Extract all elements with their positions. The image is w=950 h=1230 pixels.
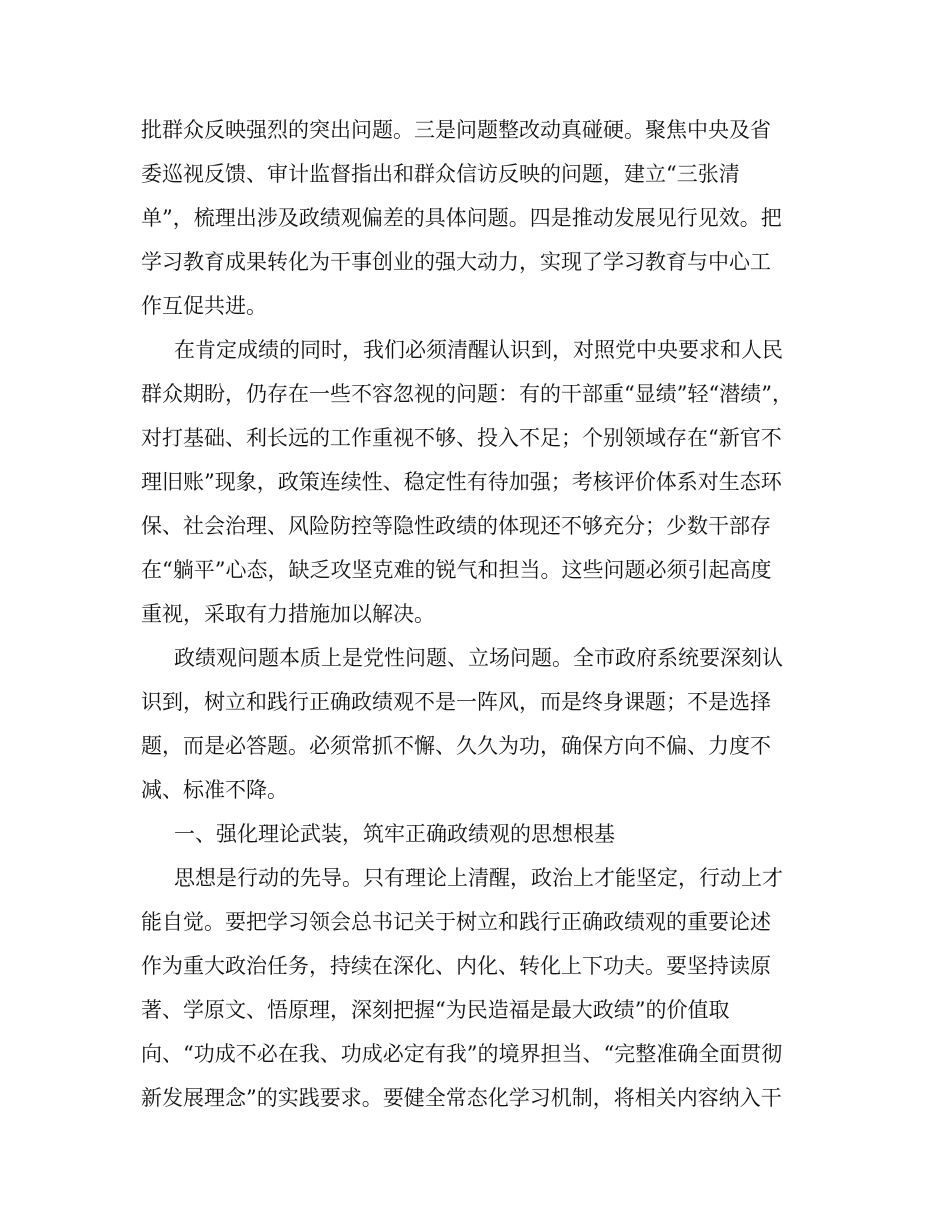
paragraph [141, 856, 806, 1120]
paragraph-line: 向、“功成不必在我、功成必定有我”的境界担当、“完整准确全面贯彻 [141, 1042, 783, 1066]
paragraph [141, 812, 806, 856]
paragraph-line: 作互促共进。 [141, 294, 267, 318]
paragraph-line: 著、学原文、悟原理，深刻把握“为民造福是最大政绩”的价值取 [141, 998, 730, 1022]
paragraph [141, 636, 806, 812]
paragraph-line: 重视，采取有力措施加以解决。 [141, 602, 435, 626]
paragraph-line: 识到，树立和践行正确政绩观不是一阵风，而是终身课题；不是选择 [141, 690, 771, 714]
paragraph-line: 政绩观问题本质上是党性问题、立场问题。全市政府系统要深刻认 [174, 646, 783, 670]
paragraph-line: 减、标准不降。 [141, 778, 288, 802]
paragraph-line: 能自觉。要把学习领会总书记关于树立和践行正确政绩观的重要论述 [141, 910, 771, 934]
paragraph [141, 328, 806, 636]
paragraph-line: 一、强化理论武装，筑牢正确政绩观的思想根基 [174, 822, 615, 846]
paragraph-line: 对打基础、利长远的工作重视不够、投入不足；个别领域存在“新官不 [141, 426, 782, 450]
paragraph [141, 108, 806, 328]
paragraph-line: 单”，梳理出涉及政绩观偏差的具体问题。四是推动发展见行见效。把 [141, 206, 782, 230]
paragraph-line: 学习教育成果转化为干事创业的强大动力，实现了学习教育与中心工 [141, 250, 771, 274]
paragraph-line: 群众期盼，仍存在一些不容忽视的问题：有的干部重“显绩”轻“潜绩”， [141, 382, 793, 406]
paragraph-line: 理旧账”现象，政策连续性、稳定性有待加强；考核评价体系对生态环 [141, 470, 782, 494]
paragraph-line: 委巡视反馈、审计监督指出和群众信访反映的问题，建立“三张清 [141, 162, 740, 186]
paragraph-line: 新发展理念”的实践要求。要健全常态化学习机制，将相关内容纳入干 [141, 1086, 782, 1110]
paragraph-line: 在“躺平”心态，缺乏攻坚克难的锐气和担当。这些问题必须引起高度 [141, 558, 772, 582]
document-body [141, 108, 806, 1120]
paragraph-line: 批群众反映强烈的突出问题。三是问题整改动真碰硬。聚焦中央及省 [141, 118, 771, 142]
paragraph-line: 题，而是必答题。必须常抓不懈、久久为功，确保方向不偏、力度不 [141, 734, 771, 758]
paragraph-line: 在肯定成绩的同时，我们必须清醒认识到，对照党中央要求和人民 [174, 338, 783, 362]
paragraph-line: 作为重大政治任务，持续在深化、内化、转化上下功夫。要坚持读原 [141, 954, 771, 978]
paragraph-line: 保、社会治理、风险防控等隐性政绩的体现还不够充分；少数干部存 [141, 514, 771, 538]
paragraph-line: 思想是行动的先导。只有理论上清醒，政治上才能坚定，行动上才 [174, 866, 783, 890]
